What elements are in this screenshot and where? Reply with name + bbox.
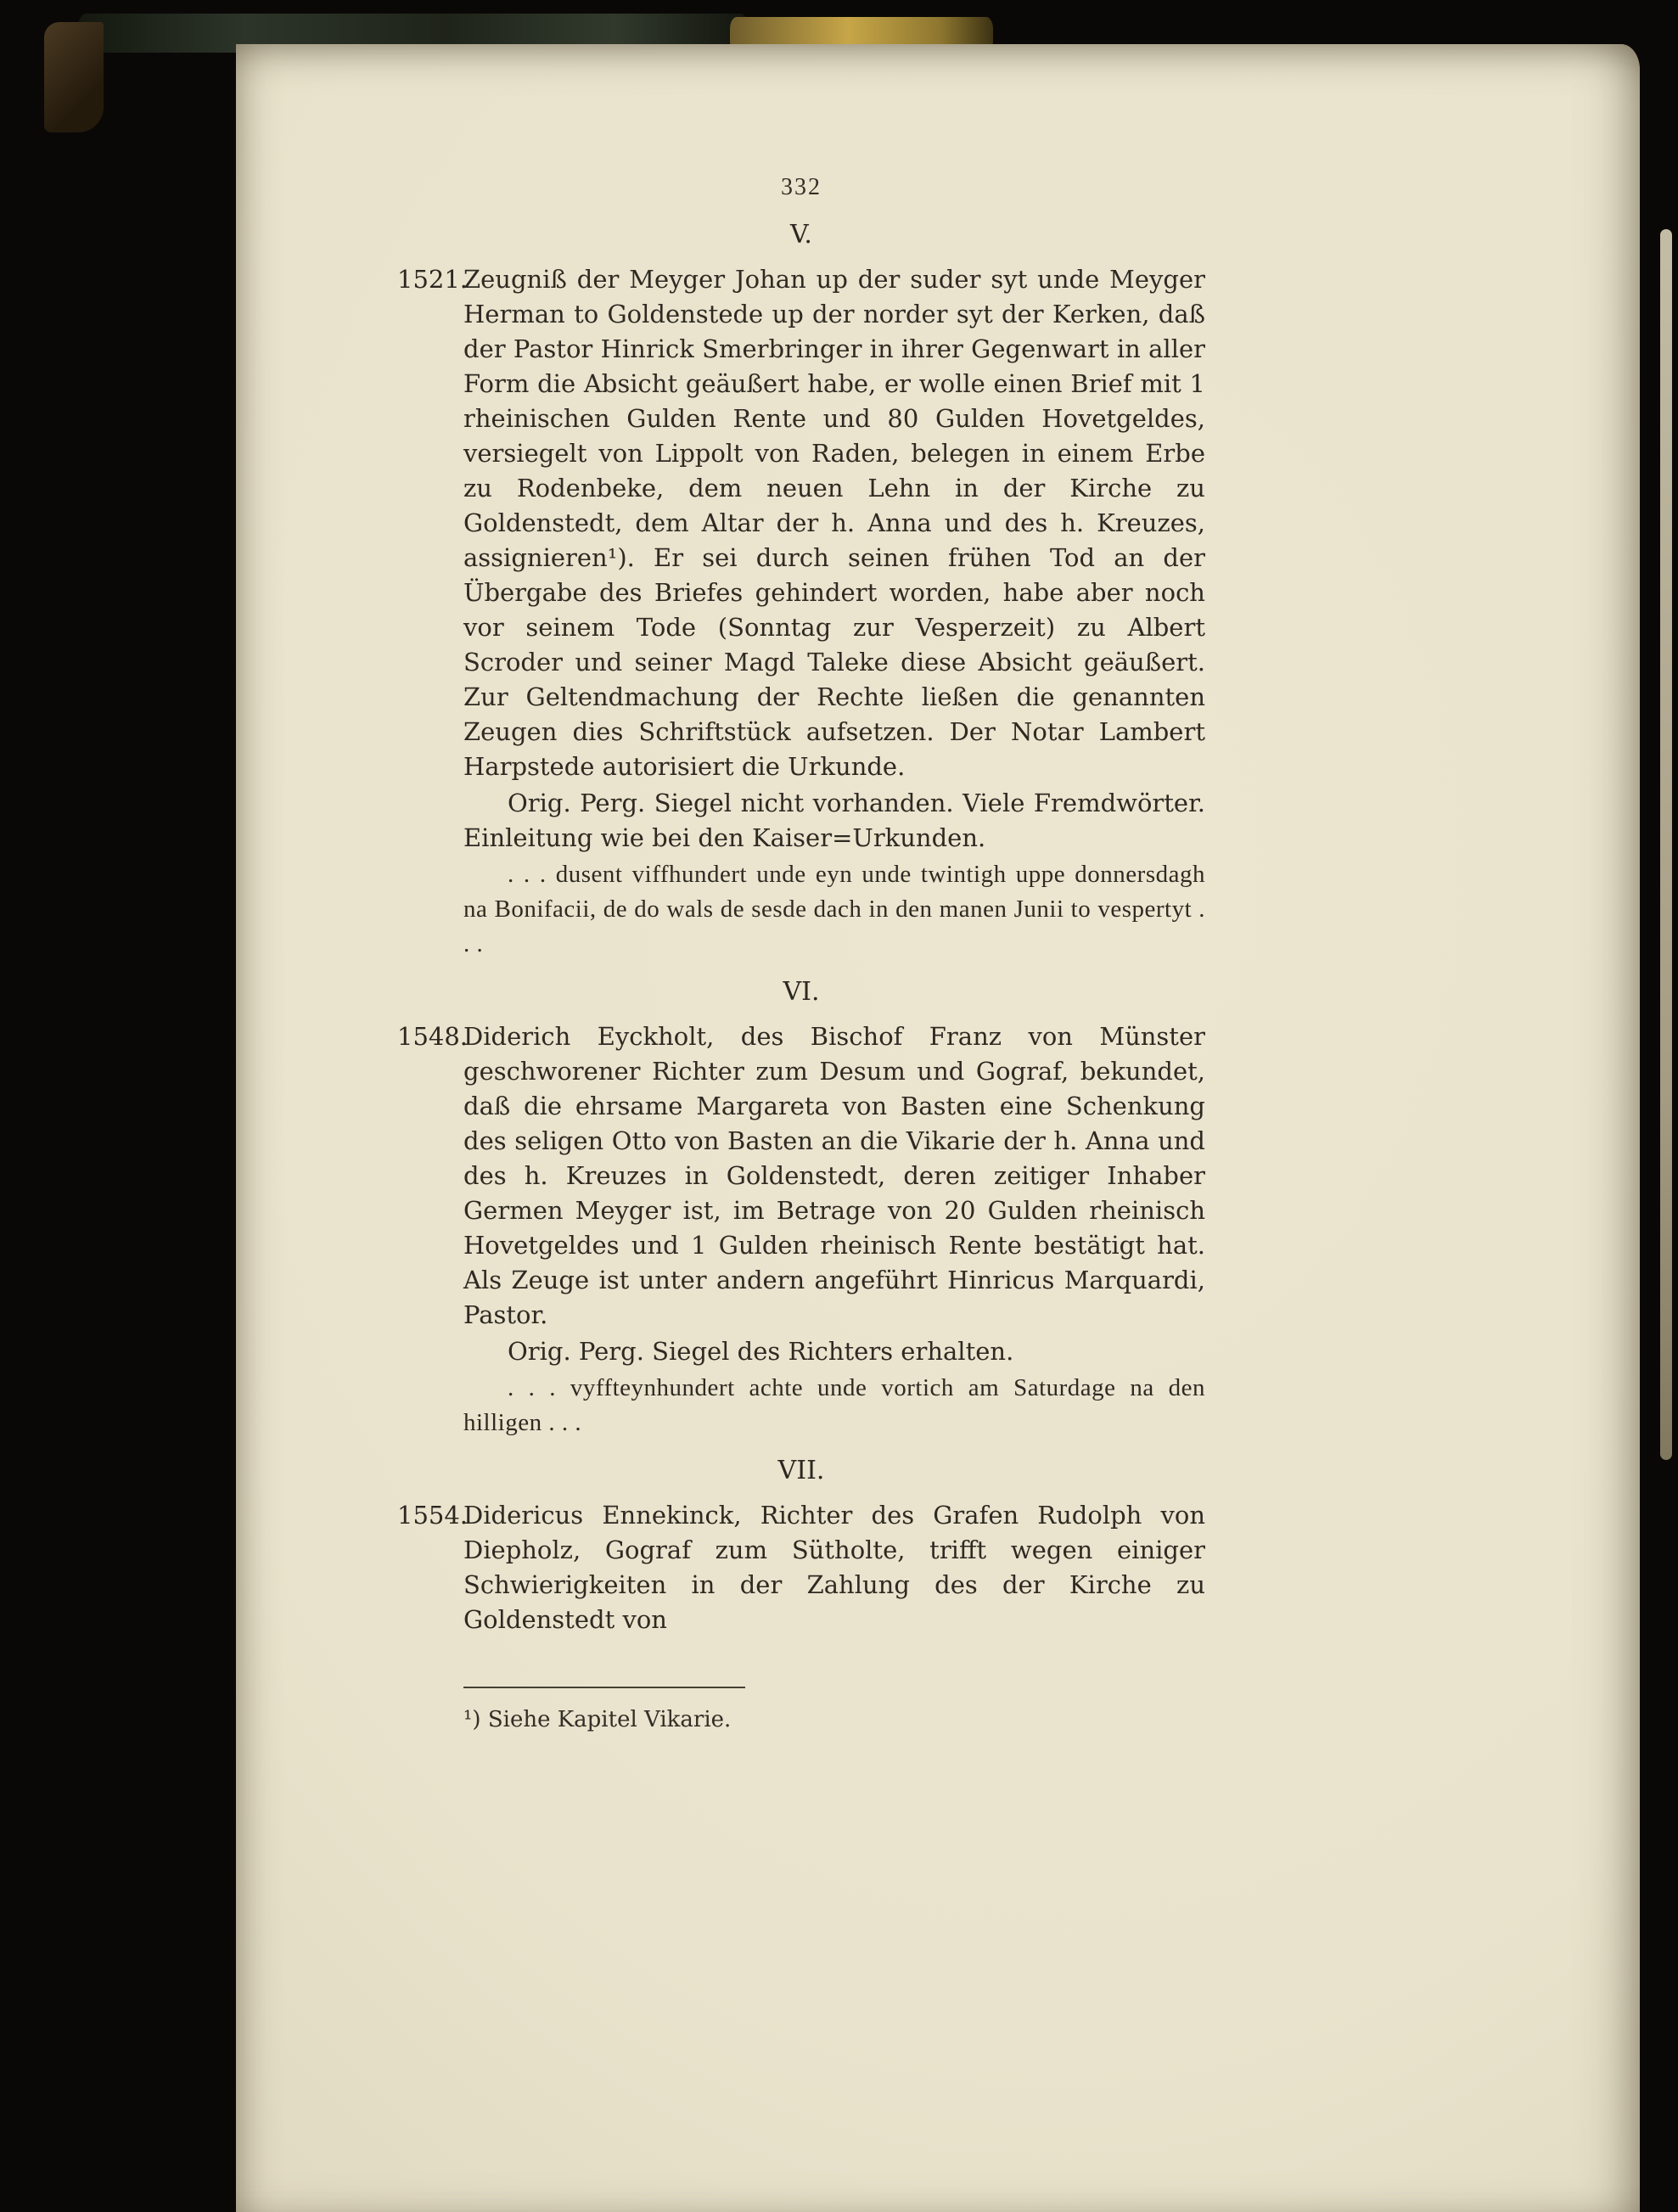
entry-1521 <box>397 262 1205 962</box>
entry-content <box>463 1498 1205 1637</box>
footnote-rule <box>463 1687 745 1688</box>
entry-body-text: Zeugniß der Meyger Johan up der suder syt unde Meyger Herman to Goldenstede up der norder syt der Kerken, daß der Pastor Hinrick Smerbringer in ihrer Gegenwart in aller Form die Absicht geäußert habe, er wolle einen Brief mit 1 rheinischen Gulden Rente und 80 Gulden Hovetgeldes, versiegelt von Lippolt von Raden, belegen in einem Erbe zu Rodenbeke, dem neuen Lehn in der Kirche zu Goldenstedt, dem Altar der h. Anna und des h. Kreuzes, assignieren¹). Er sei durch seinen frühen Tod an der Übergabe des Briefes gehindert worden, habe aber noch vor seinem Tode (Sonntag zur Vesperzeit) zu Albert Scroder und seiner Magd Taleke diese Absicht geäußert. Zur Geltendmachung der Rechte ließen die genannten Zeugen dies Schriftstück aufsetzen. Der Notar Lambert Harpstede autorisiert die Urkunde. <box>463 265 1205 781</box>
page-edges-stack <box>47 39 239 2212</box>
page-number: 332 <box>781 174 822 200</box>
entry-quote-text: . . . vyffteynhundert achte unde vortich am Saturdage na den hilligen . . . <box>463 1374 1205 1436</box>
entry-body-text: Didericus Ennekinck, Richter des Grafen Rudolph von Diepholz, Gograf zum Sütholte, trifft wegen einiger Schwierigkeiten in der Zahlung des der Kirche zu Goldenstedt von <box>463 1501 1205 1634</box>
section-heading-v: V. <box>790 220 812 250</box>
entry-number: 1521. <box>397 265 469 294</box>
entry-content <box>463 1019 1205 1440</box>
page-text-column <box>397 170 1205 1734</box>
entry-number: 1554. <box>397 1501 469 1530</box>
entry-1548 <box>397 1019 1205 1440</box>
footnote-text: ¹) Siehe Kapitel Vikarie. <box>463 1707 732 1732</box>
entry-1554 <box>397 1498 1205 1637</box>
next-page-sliver <box>1660 229 1672 1460</box>
section-heading-vi: VI. <box>783 977 820 1007</box>
entry-note-text: Orig. Perg. Siegel nicht vorhanden. Viele Fremdwörter. Einleitung wie bei den Kaiser=Urkunden. <box>463 789 1205 852</box>
entry-content <box>463 262 1205 962</box>
section-heading-vii: VII. <box>777 1456 825 1485</box>
entry-number: 1548. <box>397 1022 469 1051</box>
entry-note-text: Orig. Perg. Siegel des Richters erhalten. <box>508 1337 1014 1366</box>
book-page <box>236 44 1640 2212</box>
entry-body-text: Diderich Eyckholt, des Bischof Franz von Münster geschworener Richter zum Desum und Gograf, bekundet, daß die ehrsame Margareta von Basten eine Schenkung des seligen Otto von Basten an die Vikarie der h. Anna und des h. Kreuzes in Goldenstedt, deren zeitiger Inhaber Germen Meyger ist, im Betrage von 20 Gulden rheinisch Hovetgeldes und 1 Gulden rheinisch Rente bestätigt hat. Als Zeuge ist unter andern angeführt Hinricus Marquardi, Pastor. <box>463 1022 1205 1329</box>
entry-quote-text: . . . dusent viffhundert unde eyn unde twintigh uppe donnersdagh na Bonifacii, de do wals de sesde dach in den manen Junii to vespertyt . . . <box>463 861 1205 957</box>
